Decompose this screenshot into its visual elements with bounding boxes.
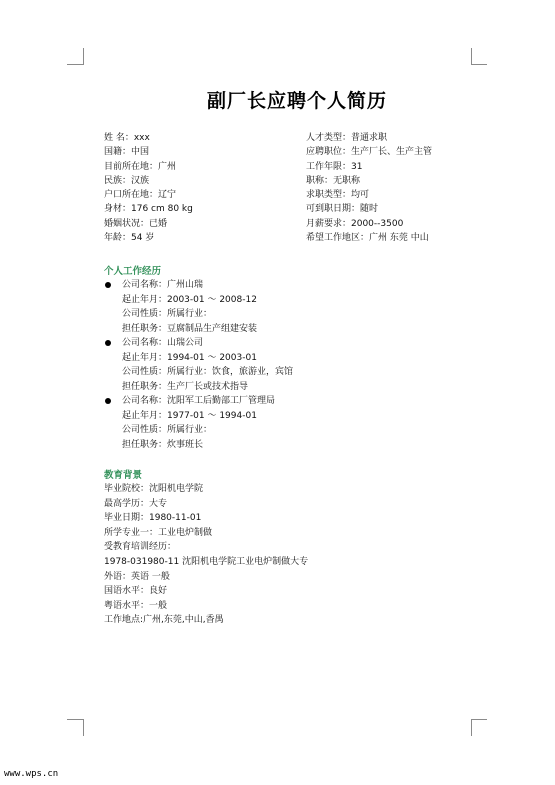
- job-company: 公司名称：广州山瑞: [122, 280, 204, 290]
- edu-graduation-date: 毕业日期：1980-11-01: [104, 513, 202, 524]
- profile-nationality: 国籍：中国: [104, 147, 150, 158]
- profile-left-column: [104, 131, 294, 245]
- edu-school: 毕业院校：沈阳机电学院: [104, 484, 204, 494]
- bullet-icon: [105, 340, 111, 346]
- profile-job-type: 求职类型：均可: [306, 190, 370, 201]
- profile-work-years: 工作年限：31: [306, 161, 363, 172]
- crop-mark-bottom-left-v: [83, 719, 84, 736]
- profile-right-column: [306, 131, 506, 245]
- bullet-icon: [105, 398, 111, 404]
- edu-cantonese-level: 粤语水平：一般: [104, 600, 168, 611]
- edu-training-record: 1978-031980-11 沈阳机电学院工业电炉制做大专: [104, 556, 309, 567]
- profile-salary: 月薪要求：2000--3500: [306, 218, 404, 229]
- profile-ethnicity: 民族：汉族: [104, 175, 150, 186]
- job-company: 公司名称：沈阳军工后勤部工厂管理局: [122, 396, 276, 406]
- crop-mark-bottom-left-h: [67, 719, 83, 720]
- job-entry: [104, 336, 293, 394]
- resume-title: 副厂长应聘个人简历: [206, 90, 387, 112]
- job-period: 起止年月：1994-01 ～ 2003-01: [122, 352, 257, 363]
- crop-mark-bottom-right-v: [471, 719, 472, 736]
- edu-training-heading: 受教育培训经历：: [104, 542, 177, 553]
- work-experience-list: [104, 278, 293, 452]
- work-section-heading: 个人工作经历: [104, 266, 162, 277]
- education-list: [104, 482, 308, 628]
- crop-mark-top-left-h: [67, 64, 83, 65]
- edu-mandarin-level: 国语水平：良好: [104, 586, 168, 597]
- job-role: 担任职务：炊事班长: [122, 439, 204, 450]
- job-role: 担任职务：豆腐制品生产组建安装: [122, 323, 258, 334]
- profile-age: 年龄：54 岁: [104, 233, 155, 244]
- profile-title: 职称：无职称: [306, 175, 361, 186]
- footer-watermark: www.wps.cn: [4, 769, 59, 779]
- job-entry: [104, 394, 293, 452]
- job-nature: 公司性质：所属行业：: [122, 309, 213, 319]
- job-company: 公司名称：山瑞公司: [122, 338, 204, 348]
- edu-foreign-language: 外语：英语 一般: [104, 571, 170, 582]
- profile-applied-position: 应聘职位：生产厂长、生产主管: [306, 147, 433, 158]
- profile-talent-type: 人才类型：普通求职: [306, 133, 388, 143]
- profile-name: 姓 名：xxx: [104, 133, 150, 143]
- crop-mark-bottom-right-h: [471, 719, 487, 720]
- job-nature: 公司性质：所属行业：: [122, 425, 213, 435]
- job-role: 担任职务：生产厂长或技术指导: [122, 381, 249, 392]
- profile-marital-status: 婚姻状况：已婚: [104, 218, 168, 229]
- bullet-icon: [105, 282, 111, 288]
- crop-mark-top-left-v: [83, 48, 84, 65]
- crop-mark-top-right-h: [471, 64, 487, 65]
- job-entry: [104, 278, 293, 336]
- profile-hukou: 户口所在地：辽宁: [104, 190, 177, 201]
- profile-start-date: 可到职日期：随时: [306, 204, 379, 215]
- education-section-heading: 教育背景: [104, 470, 143, 481]
- profile-preferred-area: 希望工作地区：广州 东莞 中山: [306, 233, 429, 244]
- crop-mark-top-right-v: [471, 48, 472, 65]
- edu-degree: 最高学历：大专: [104, 498, 168, 509]
- edu-major: 所学专业一：工业电炉制做: [104, 527, 213, 538]
- job-period: 起止年月：2003-01 ～ 2008-12: [122, 294, 257, 305]
- job-nature: 公司性质：所属行业：饮食，旅游业，宾馆: [122, 367, 294, 377]
- profile-current-location: 目前所在地：广州: [104, 161, 177, 172]
- job-period: 起止年月：1977-01 ～ 1994-01: [122, 410, 257, 421]
- edu-work-location: 工作地点:广州,东莞,中山,香禺: [104, 615, 224, 626]
- profile-physique: 身材：176 cm 80 kg: [104, 204, 193, 215]
